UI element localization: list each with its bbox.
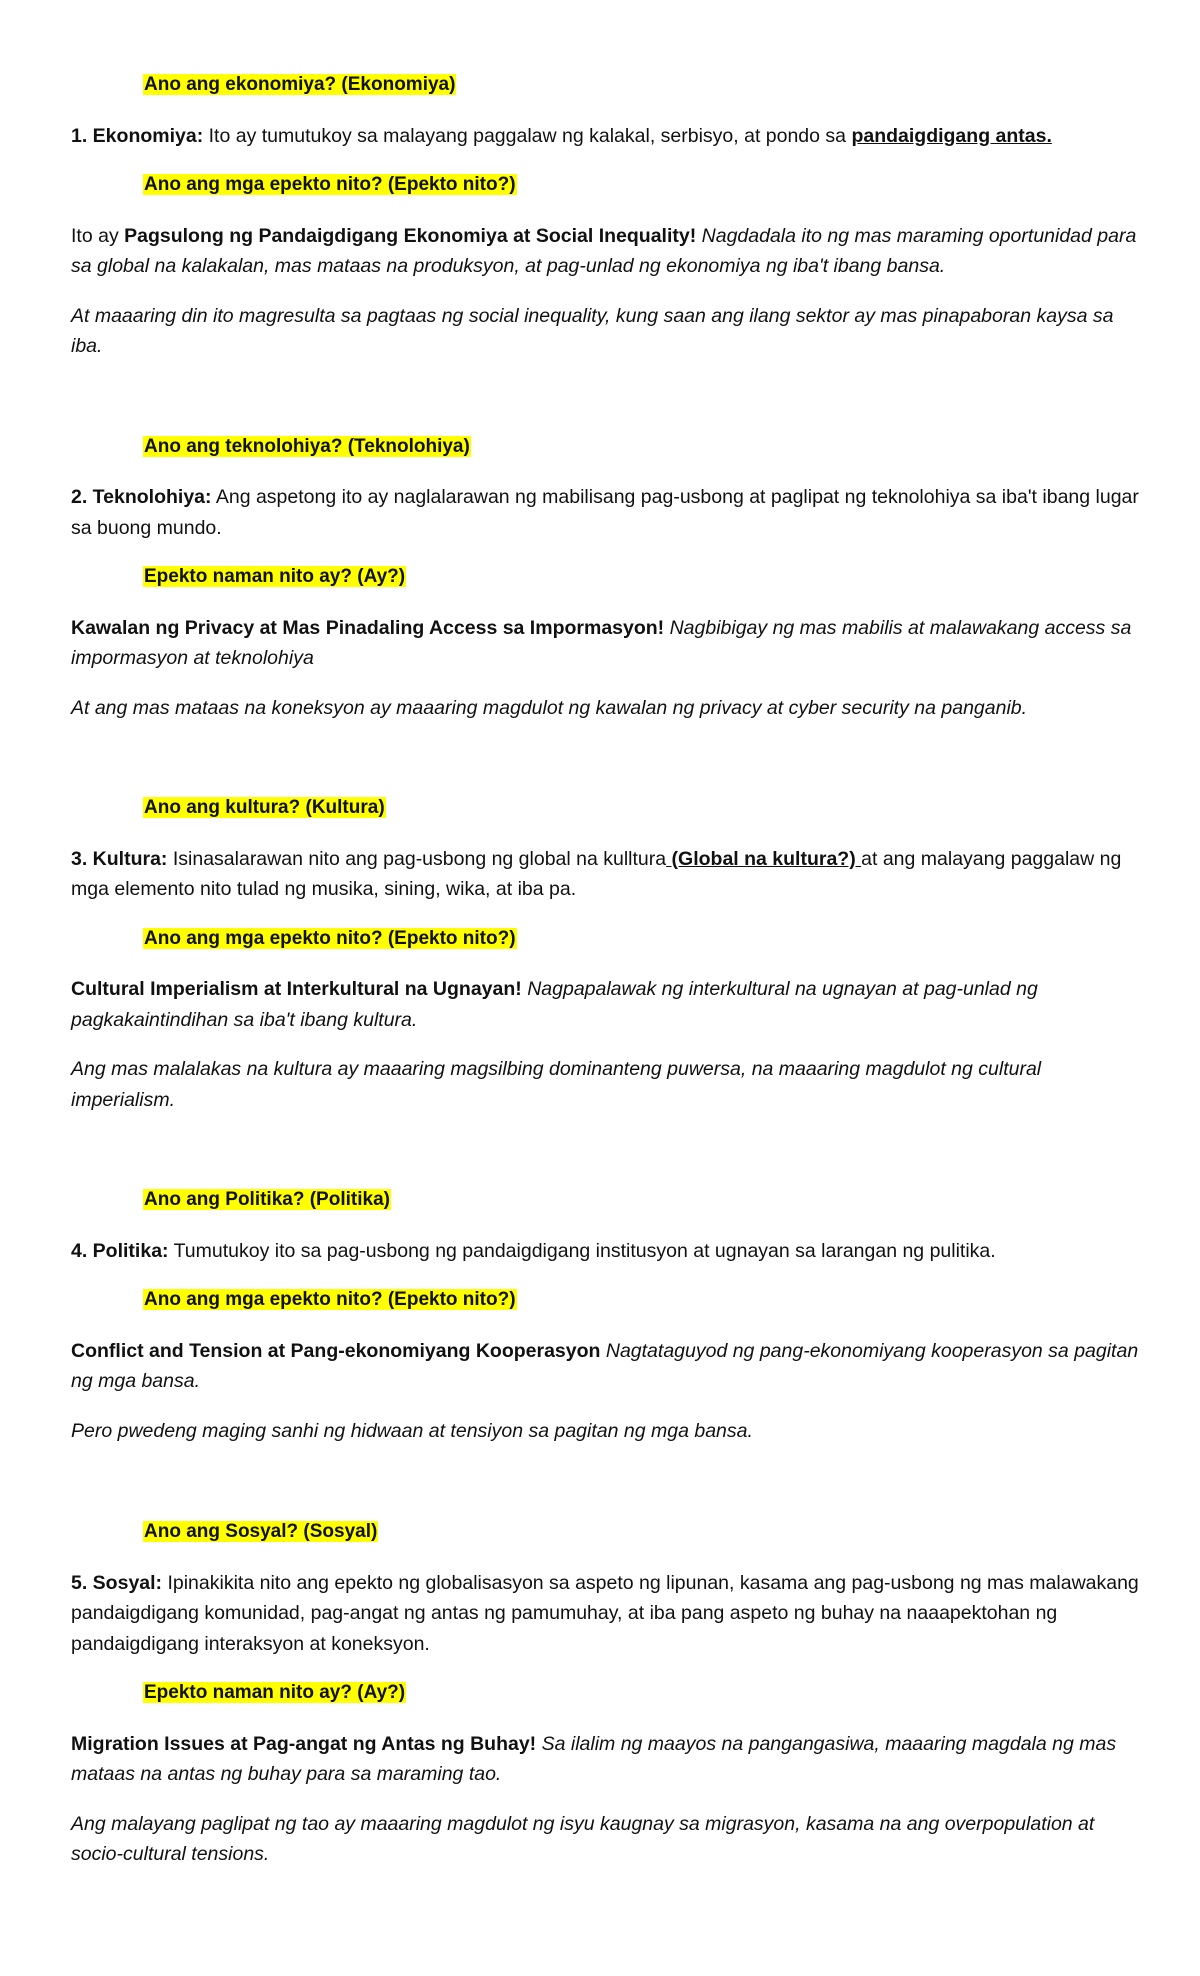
definition-ekonomiya: 1. Ekonomiya: Ito ay tumutukoy sa malayang paggalaw ng kalakal, serbisyo, at pondo sa pandaigdigang antas. — [71, 124, 1052, 147]
definition-kultura: 3. Kultura: Isinasalarawan nito ang pag-usbong ng global na kulltura (Global na kultura?) at ang malayang paggalaw ng mga elemento nito tulad ng musika, sining, wika, at iba pa. — [71, 847, 1122, 900]
effect-teknolohiya: Kawalan ng Privacy at Mas Pinadaling Access sa Impormasyon! Nagbibigay ng mas mabilis at malawakang access sa impormasyon at teknolohiya — [71, 616, 1132, 669]
question-heading-teknolohiya: Ano ang teknolohiya? (Teknolohiya) — [144, 435, 470, 457]
effect-politika: Conflict and Tension at Pang-ekonomiyang Kooperasyon Nagtataguyod ng pang-ekonomiyang kooperasyon sa pagitan ng mga bansa. — [71, 1339, 1139, 1392]
effect-sosyal: Migration Issues at Pag-angat ng Antas ng Buhay! Sa ilalim ng maayos na pangangasiwa, maaaring magdala ng mas mataas na antas ng buhay para sa maraming tao. — [71, 1732, 1117, 1785]
effect-note-kultura: Ang mas malalakas na kultura ay maaaring magsilbing dominanteng puwersa, na maaaring magdulot ng cultural imperialism. — [71, 1058, 1042, 1111]
effect-kultura: Cultural Imperialism at Interkultural na Ugnayan! Nagpapalawak ng interkultural na ugnayan at pag-unlad ng pagkakaintindihan sa iba't ibang kultura. — [71, 978, 1038, 1031]
effect-question-sosyal: Epekto naman nito ay? (Ay?) — [144, 1682, 406, 1703]
effect-question-ekonomiya: Ano ang mga epekto nito? (Epekto nito?) — [144, 174, 516, 195]
effect-question-teknolohiya: Epekto naman nito ay? (Ay?) — [144, 566, 406, 587]
question-heading-politika: Ano ang Politika? (Politika) — [144, 1189, 390, 1210]
link-global-na-kultura[interactable]: (Global na kultura?) — [666, 847, 862, 870]
definition-sosyal: 5. Sosyal: Ipinakikita nito ang epekto ng globalisasyon sa aspeto ng lipunan, kasama ang pag-usbong ng mas malawakang pandaigdigang komunidad, pag-angat ng antas ng pamumuhay, at iba pang aspeto ng buhay na naaapektohan ng pandaigdigang interaksyon at koneksyon. — [71, 1571, 1139, 1655]
definition-politika: 4. Politika: Tumutukoy ito sa pag-usbong ng pandaigdigang institusyon at ugnayan sa larangan ng pulitika. — [71, 1239, 996, 1262]
question-heading-ekonomiya: Ano ang ekonomiya? (Ekonomiya) — [144, 74, 456, 95]
effect-note-politika: Pero pwedeng maging sanhi ng hidwaan at tensiyon sa pagitan ng mga bansa. — [71, 1419, 753, 1442]
effect-note-sosyal: Ang malayang paglipat ng tao ay maaaring magdulot ng isyu kaugnay sa migrasyon, kasama na ang overpopulation at socio-cultural tensions. — [71, 1812, 1095, 1865]
definition-teknolohiya: 2. Teknolohiya: Ang aspetong ito ay naglalarawan ng mabilisang pag-usbong at paglipat ng teknolohiya sa iba't ibang lugar sa buong mundo. — [71, 486, 1139, 539]
effect-note-ekonomiya: At maaaring din ito magresulta sa pagtaas ng social inequality, kung saan ang ilang sektor ay mas pinapaboran kaysa sa iba. — [71, 304, 1114, 357]
link-pandaigdigang-antas[interactable]: pandaigdigang antas. — [851, 124, 1052, 147]
effect-note-teknolohiya: At ang mas mataas na koneksyon ay maaaring magdulot ng kawalan ng privacy at cyber security na panganib. — [71, 696, 1028, 719]
effect-question-kultura: Ano ang mga epekto nito? (Epekto nito?) — [144, 927, 516, 949]
question-heading-kultura: Ano ang kultura? (Kultura) — [144, 797, 385, 818]
effect-ekonomiya: Ito ay Pagsulong ng Pandaigdigang Ekonomiya at Social Inequality! Nagdadala ito ng mas maraming oportunidad para sa global na kalakalan, mas mataas na produksyon, at pag-unlad ng ekonomiya ng iba't ibang bansa. — [71, 224, 1137, 277]
question-heading-sosyal: Ano ang Sosyal? (Sosyal) — [144, 1521, 378, 1542]
effect-question-politika: Ano ang mga epekto nito? (Epekto nito?) — [144, 1289, 516, 1310]
